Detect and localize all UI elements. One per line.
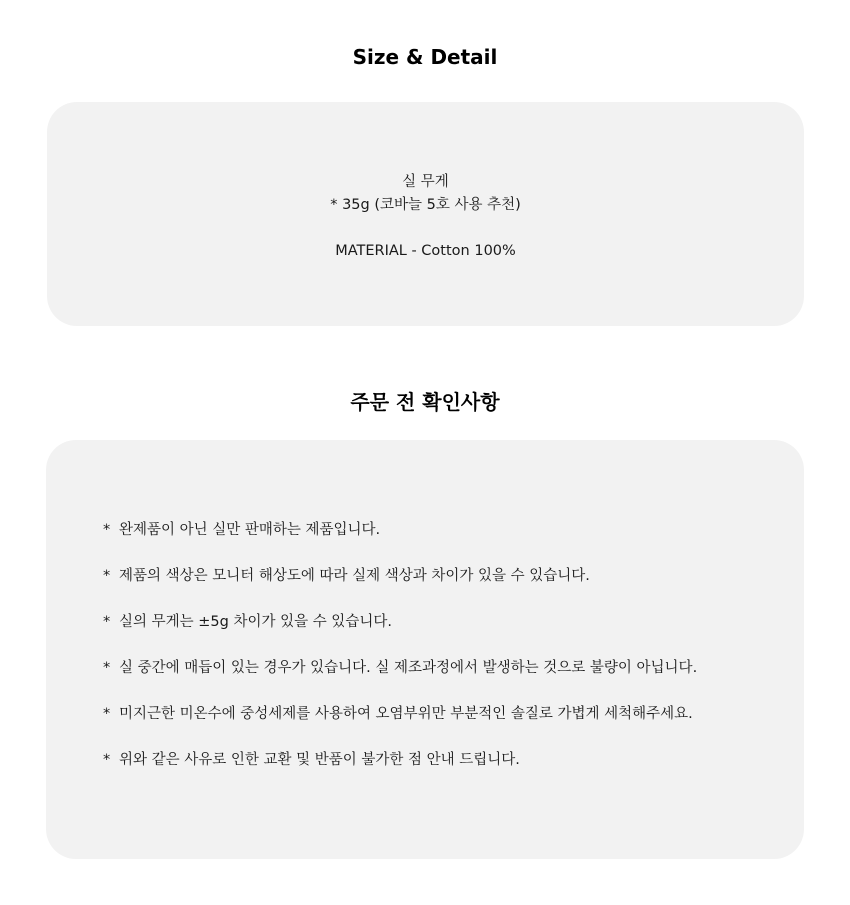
bullet-mark: * xyxy=(103,660,111,676)
list-item xyxy=(103,655,697,701)
notice-text: 위와 같은 사유로 인한 교환 및 반품이 불가한 점 안내 드립니다. xyxy=(119,752,520,768)
list-item xyxy=(103,609,697,655)
list-item xyxy=(103,563,697,609)
notice-text: 제품의 색상은 모니터 해상도에 따라 실제 색상과 차이가 있을 수 있습니다. xyxy=(119,568,590,584)
bullet-mark: * xyxy=(103,522,111,538)
size-detail-card xyxy=(47,102,804,326)
order-notice-title: 주문 전 확인사항 xyxy=(350,390,500,414)
list-item xyxy=(103,517,697,563)
notice-text: 실의 무게는 ±5g 차이가 있을 수 있습니다. xyxy=(119,614,392,630)
bullet-mark: * xyxy=(103,568,111,584)
weight-label: 실 무게 xyxy=(402,174,449,190)
spacer xyxy=(47,217,804,240)
material-text: MATERIAL - Cotton 100% xyxy=(335,243,516,259)
weight-value: * 35g (코바늘 5호 사용 추천) xyxy=(330,197,521,213)
size-detail-title: Size & Detail xyxy=(352,45,498,69)
bullet-mark: * xyxy=(103,614,111,630)
list-item xyxy=(103,747,697,793)
notice-text: 미지근한 미온수에 중성세제를 사용하여 오염부위만 부분적인 솔질로 가볍게 세척해주세요. xyxy=(119,706,693,722)
order-notice-card xyxy=(46,440,804,859)
notice-list xyxy=(103,517,697,793)
list-item xyxy=(103,701,697,747)
bullet-mark: * xyxy=(103,706,111,722)
size-detail-content xyxy=(47,171,804,263)
bullet-mark: * xyxy=(103,752,111,768)
notice-text: 실 중간에 매듭이 있는 경우가 있습니다. 실 제조과정에서 발생하는 것으로 불량이 아닙니다. xyxy=(119,660,698,676)
notice-text: 완제품이 아닌 실만 판매하는 제품입니다. xyxy=(119,522,381,538)
